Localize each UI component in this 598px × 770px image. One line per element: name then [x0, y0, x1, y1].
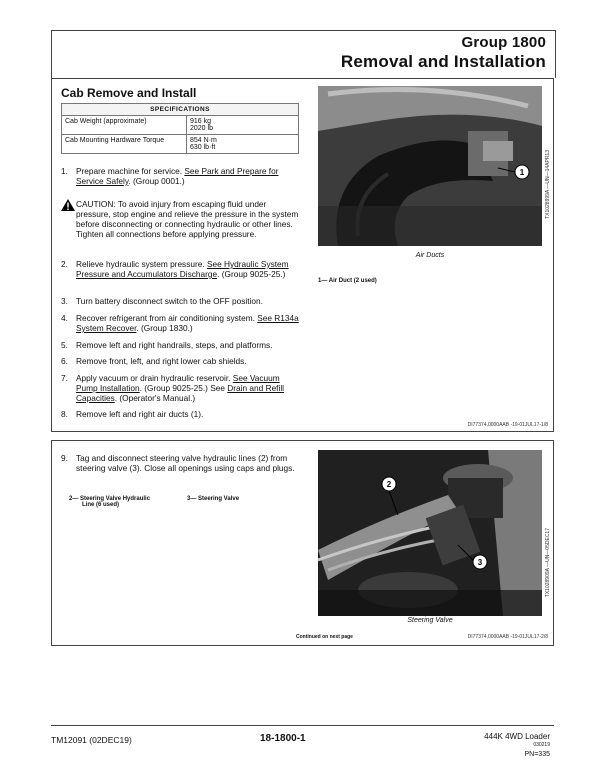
photo1-code: TX1028999A —UN—14APR13 [545, 150, 551, 219]
photo1-caption: Air Ducts [415, 252, 445, 259]
photo2-code: TX1028909A —UN—05DEC17 [545, 528, 551, 598]
link-hydraulic-pressure[interactable]: See Hydraulic System Pressure and Accumulators Discharge [76, 259, 289, 279]
table-row [62, 116, 299, 135]
callout-1: 1 [519, 168, 525, 177]
page-title: Removal and Installation [340, 52, 546, 71]
footer-machine: 444K 4WD Loader 030219 PN=335 [484, 732, 550, 758]
continued-note: Continued on next page [296, 634, 353, 640]
photo2-caption: Steering Valve [407, 617, 453, 624]
spec-value: 854 N·m 630 lb·ft [187, 135, 299, 154]
caution-text: To avoid injury from escaping fluid under pressure, stop engine and relieve the pressure in the system before disconnecting or connecting hydraulic or other lines. Tighten all connections before applying pressure. [76, 199, 299, 239]
callout-3: 3 [477, 558, 483, 567]
reference-code-2: DI77374,0000AAB -19-01JUL17-2/8 [467, 634, 548, 640]
spec-label: Cab Mounting Hardware Torque [62, 135, 187, 154]
step-2: 2. Relieve hydraulic system pressure. See Hydraulic System Pressure and Accumulators Discharge. (Group 9025-25.) [61, 259, 289, 279]
legend-1: 1— Air Duct (2 used) [318, 278, 377, 284]
link-drain-refill[interactable]: Drain and Refill Capacities [76, 383, 285, 403]
callout-2: 2 [386, 480, 392, 489]
legend-2a: 2— Steering Valve Hydraulic Line (6 used) [69, 496, 151, 508]
reference-code-1: DI77374,0000AAB -19-01JUL17-1/8 [467, 422, 548, 428]
steering-valve-illustration [318, 450, 542, 616]
air-duct-illustration [318, 86, 542, 246]
footer-page-number: 18-1800-1 [260, 733, 306, 744]
table-row [62, 135, 299, 154]
specifications-table [61, 103, 299, 154]
step-1: 1. Prepare machine for service. See Park and Prepare for Service Safely. (Group 0001.) [61, 166, 279, 186]
step-3: 3. Turn battery disconnect switch to the OFF position. [61, 296, 263, 306]
warning-triangle-icon [61, 199, 75, 211]
caution-block [61, 199, 301, 239]
step-5: 5. Remove left and right handrails, steps, and platforms. [61, 340, 273, 350]
footer-manual-id: TM12091 (02DEC19) [51, 735, 132, 745]
section-title: Cab Remove and Install [61, 86, 197, 100]
footer-rule [51, 725, 554, 726]
step-4: 4. Recover refrigerant from air conditioning system. See R134a System Recover. (Group 1830.) [61, 313, 299, 333]
step-6: 6. Remove front, left, and right lower cab shields. [61, 356, 247, 366]
step-8: 8. Remove left and right air ducts (1). [61, 409, 204, 419]
step-9: 9. Tag and disconnect steering valve hydraulic lines (2) from steering valve (3). Close all openings using caps and plugs. [61, 453, 295, 473]
air-duct-photo [318, 86, 542, 246]
caution-label: CAUTION: [76, 199, 116, 209]
spec-label: Cab Weight (approximate) [62, 116, 187, 135]
link-r134a[interactable]: See R134a System Recover [76, 313, 299, 333]
legend-2b: 3— Steering Valve [187, 496, 240, 502]
spec-heading: SPECIFICATIONS [62, 104, 299, 116]
group-heading: Group 1800 [461, 34, 546, 51]
step-7: 7. Apply vacuum or drain hydraulic reservoir. See Vacuum Pump Installation. (Group 9025-25.) See Drain and Refill Capacities. (Operator's Manual.) [61, 373, 285, 403]
link-park-prepare[interactable]: See Park and Prepare for Service Safely [76, 166, 279, 186]
link-vacuum-pump[interactable]: See Vacuum Pump Installation [76, 373, 280, 393]
spec-value: 916 kg 2020 lb [187, 116, 299, 135]
steering-valve-photo [318, 450, 542, 616]
